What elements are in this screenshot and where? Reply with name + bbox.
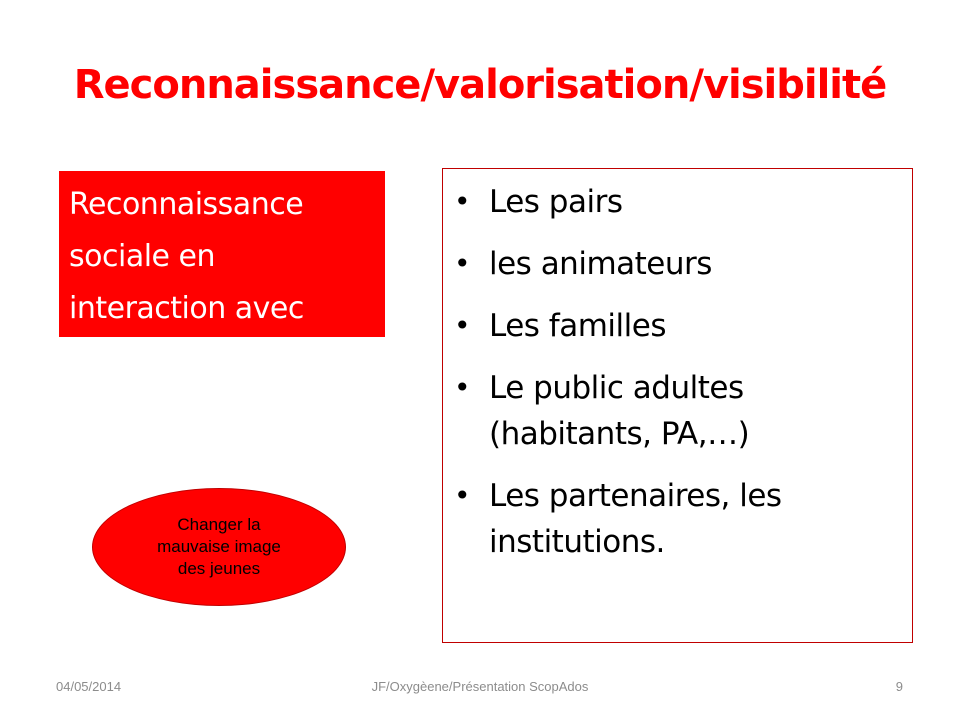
bullet-dot: • [454, 479, 471, 512]
list-item-text: les animateurs [489, 246, 712, 282]
bullet-dot: • [454, 247, 471, 280]
bullet-dot: • [454, 185, 471, 218]
list-item-text: Les familles [489, 308, 666, 344]
callout-text [157, 514, 281, 580]
list-item-text: Les pairs [489, 184, 623, 220]
highlight-line: sociale en [69, 239, 215, 274]
footer-title: JF/Oxygèene/Présentation ScopAdos [371, 679, 589, 694]
list-item-text: Les partenaires, les [489, 478, 782, 514]
bullet-dot: • [454, 371, 471, 404]
bullet-list-box [442, 168, 913, 643]
highlight-box [59, 171, 385, 337]
callout-line: des jeunes [177, 559, 261, 578]
callout-line: Changer la [177, 515, 261, 534]
callout-ellipse [92, 488, 346, 606]
list-item [443, 473, 912, 565]
bullet-list [443, 169, 912, 565]
list-item [443, 241, 912, 287]
slide-title: Reconnaissance/valorisation/visibilité [73, 62, 887, 108]
highlight-line: Reconnaissance [69, 187, 304, 222]
list-item-text: institutions. [489, 524, 665, 560]
callout-line: mauvaise image [157, 537, 281, 556]
list-item [443, 179, 912, 225]
highlight-line: interaction avec [69, 291, 304, 326]
list-item-text: (habitants, PA,…) [489, 416, 750, 452]
footer-date: 04/05/2014 [56, 679, 122, 694]
list-item [443, 303, 912, 349]
list-item-text: Le public adultes [489, 370, 744, 406]
list-item [443, 365, 912, 457]
bullet-dot: • [454, 309, 471, 342]
footer-page-number: 9 [895, 679, 903, 694]
